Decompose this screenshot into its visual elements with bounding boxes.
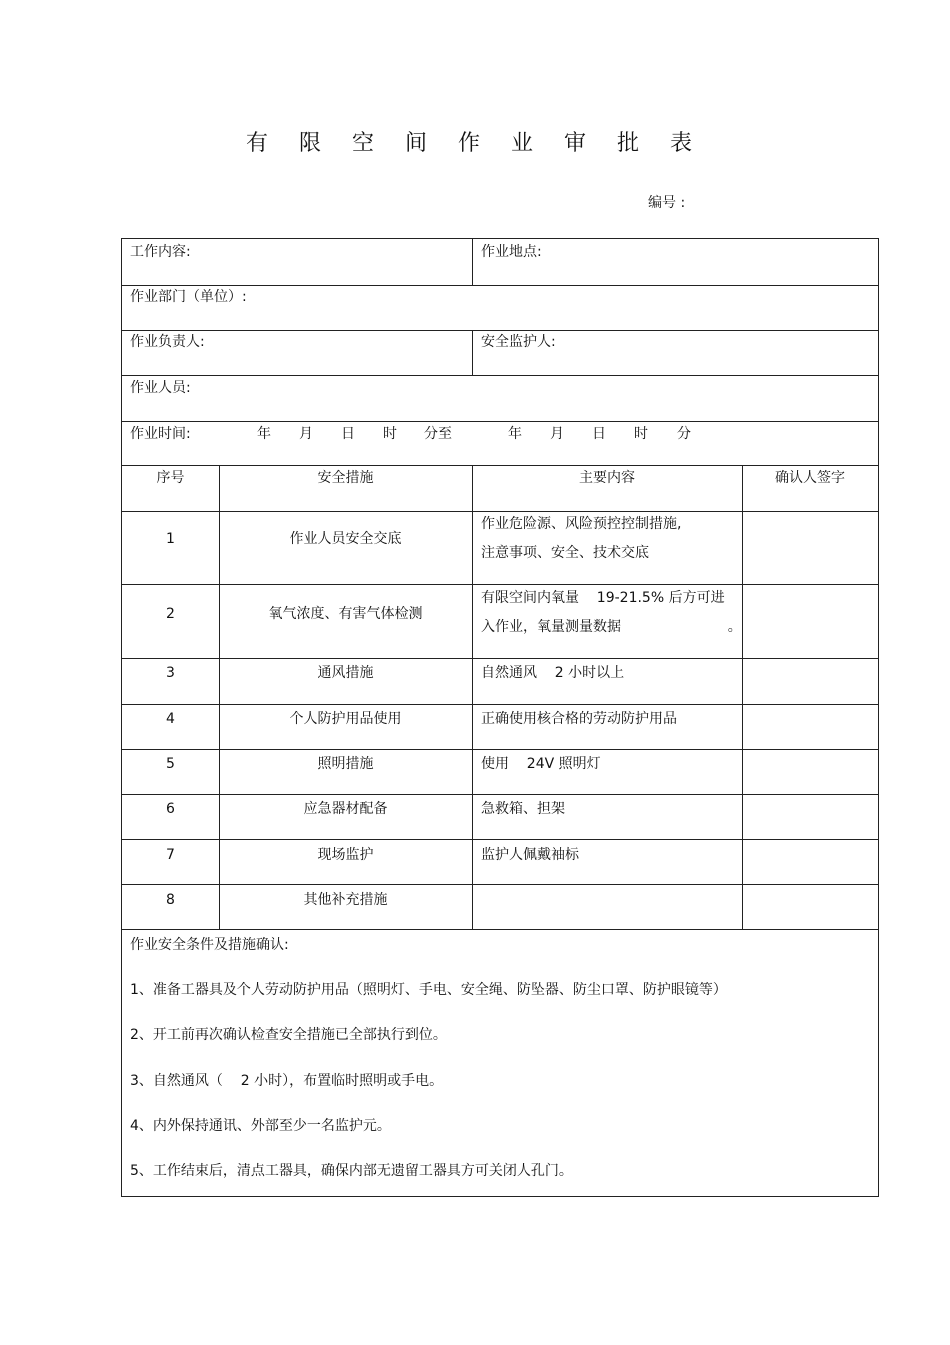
row-7-signature-cell[interactable]	[743, 840, 878, 884]
supervisor-field[interactable]: 安全监护人:	[481, 334, 556, 350]
header-content: 主要内容	[579, 470, 635, 486]
row-6-measure: 应急器材配备	[303, 801, 388, 817]
column-divider	[472, 330, 473, 375]
row-divider	[122, 285, 878, 286]
row-divider	[122, 929, 878, 930]
row-1-content-line-2: 注意事项、安全、技术交底	[481, 545, 649, 561]
row-divider	[122, 465, 878, 466]
row-6-content: 急救箱、担架	[481, 801, 565, 817]
row-1-signature-cell[interactable]	[743, 512, 878, 584]
work-content-field[interactable]: 工作内容:	[130, 244, 191, 260]
row-8-measure: 其他补充措施	[303, 892, 388, 908]
start-year-label: 年	[257, 426, 271, 442]
row-2-content-line-1: 有限空间内氧量 19-21.5% 后方可进	[481, 590, 725, 606]
row-3-no: 3	[166, 665, 175, 681]
form-title: 有 限 空 间 作 业 审 批 表	[246, 131, 704, 156]
start-month-label: 月	[299, 426, 313, 442]
row-6-no: 6	[166, 801, 175, 817]
confirmation-item-4: 4、内外保持通讯、外部至少一名监护元。	[130, 1118, 391, 1134]
start-hour-label: 时	[383, 426, 397, 442]
confirmation-heading: 作业安全条件及措施确认:	[130, 937, 289, 953]
confirmation-item-3: 3、自然通风（ 2 小时），布置临时照明或手电。	[130, 1073, 444, 1089]
column-divider	[472, 239, 473, 285]
row-6-signature-cell[interactable]	[743, 795, 878, 839]
confirmation-item-5: 5、工作结束后，清点工器具，确保内部无遗留工器具方可关闭人孔门。	[130, 1163, 573, 1179]
serial-number-label: 编号 :	[648, 195, 686, 211]
row-1-measure: 作业人员安全交底	[289, 531, 402, 547]
end-month-label: 月	[550, 426, 564, 442]
confirmation-item-1: 1、准备工器具及个人劳动防护用品（照明灯、手电、安全绳、防坠器、防尘口罩、防护眼镜等）	[130, 982, 727, 998]
end-day-label: 日	[592, 426, 606, 442]
row-8-signature-cell[interactable]	[743, 885, 878, 929]
row-3-content: 自然通风 2 小时以上	[481, 665, 625, 681]
row-5-content: 使用 24V 照明灯	[481, 756, 601, 772]
row-3-signature-cell[interactable]	[743, 659, 878, 704]
row-2-no: 2	[166, 606, 175, 622]
row-7-measure: 现场监护	[317, 847, 374, 863]
row-1-content-line-1: 作业危险源、风险预控控制措施,	[481, 516, 682, 532]
workers-field[interactable]: 作业人员:	[130, 380, 191, 396]
header-serial: 序号	[156, 470, 185, 486]
row-7-content: 监护人佩戴袖标	[481, 847, 579, 863]
row-4-no: 4	[166, 711, 175, 727]
end-hour-label: 时	[634, 426, 648, 442]
row-divider	[122, 375, 878, 376]
work-time-label: 作业时间:	[130, 426, 191, 442]
row-divider	[122, 330, 878, 331]
end-minute-label: 分	[677, 426, 691, 442]
column-divider	[472, 465, 473, 929]
row-7-no: 7	[166, 847, 175, 863]
row-8-no: 8	[166, 892, 175, 908]
row-divider	[122, 421, 878, 422]
row-5-signature-cell[interactable]	[743, 750, 878, 794]
row-4-content: 正确使用核合格的劳动防护用品	[481, 711, 677, 727]
header-signature: 确认人签字	[775, 470, 845, 486]
row-5-measure: 照明措施	[317, 756, 374, 772]
start-day-label: 日	[341, 426, 355, 442]
department-field[interactable]: 作业部门（单位）:	[130, 289, 247, 305]
row-4-signature-cell[interactable]	[743, 705, 878, 749]
row-8-content-cell[interactable]	[473, 885, 742, 929]
row-2-signature-cell[interactable]	[743, 585, 878, 658]
row-2-measure: 氧气浓度、有害气体检测	[268, 606, 423, 622]
approval-form	[121, 238, 879, 1197]
header-measure: 安全措施	[317, 470, 374, 486]
row-4-measure: 个人防护用品使用	[289, 711, 402, 727]
work-location-field[interactable]: 作业地点:	[481, 244, 542, 260]
row-3-measure: 通风措施	[317, 665, 374, 681]
row-1-no: 1	[166, 531, 175, 547]
leader-field[interactable]: 作业负责人:	[130, 334, 205, 350]
confirmation-item-2: 2、开工前再次确认检查安全措施已全部执行到位。	[130, 1027, 447, 1043]
row-5-no: 5	[166, 756, 175, 772]
start-minute-to-label: 分至	[424, 426, 452, 442]
end-year-label: 年	[508, 426, 522, 442]
row-2-content-line-2: 入作业，氧量测量数据 。	[481, 619, 742, 635]
